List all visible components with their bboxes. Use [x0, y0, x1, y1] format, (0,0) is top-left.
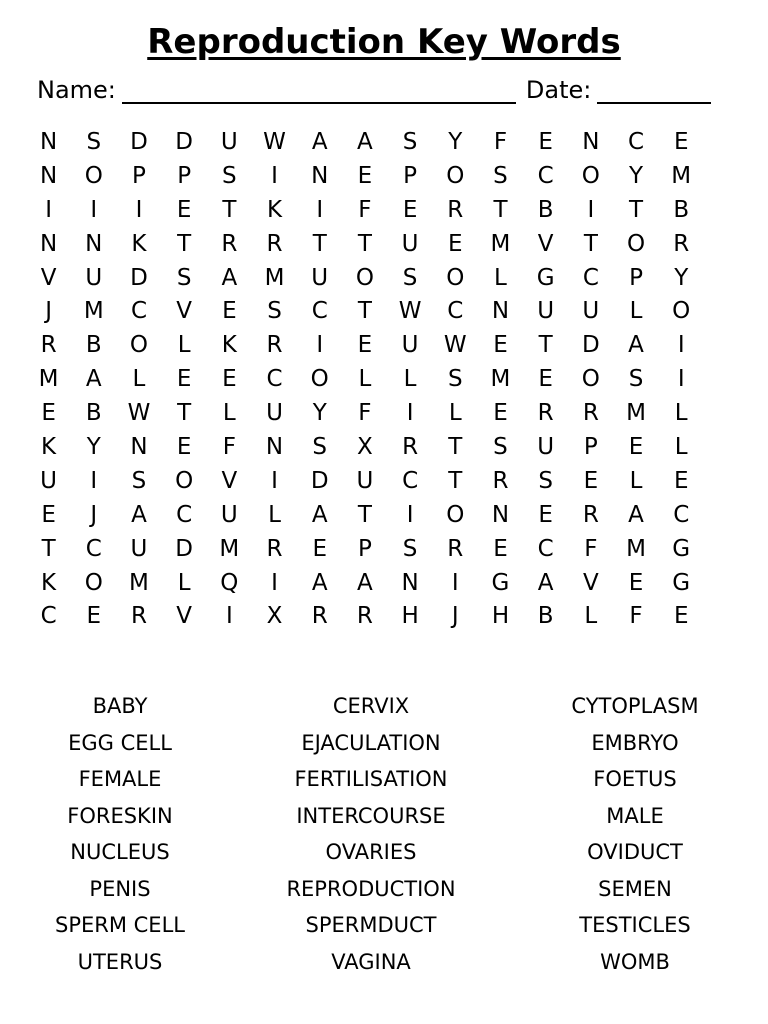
grid-letter[interactable]: P	[177, 162, 192, 189]
word-list-item: SPERMDUCT	[305, 913, 437, 938]
grid-letter[interactable]: E	[222, 366, 237, 393]
grid-letter[interactable]: J	[45, 298, 52, 325]
grid-letter[interactable]: R	[130, 603, 147, 630]
grid-letter[interactable]: F	[493, 128, 508, 155]
grid-letter[interactable]: L	[448, 400, 462, 427]
word-list-item: PENIS	[89, 876, 151, 901]
grid-letter[interactable]: I	[271, 569, 278, 596]
grid-letter[interactable]: R	[266, 332, 283, 359]
grid-letter[interactable]: S	[538, 467, 553, 494]
grid-letter[interactable]: M	[38, 366, 59, 393]
grid-letter[interactable]: I	[451, 569, 459, 596]
grid-letter[interactable]: L	[629, 298, 643, 325]
grid-letter[interactable]: F	[358, 196, 372, 223]
grid-letter[interactable]: T	[538, 332, 553, 359]
grid-letter[interactable]: G	[536, 264, 555, 291]
grid-letter[interactable]: R	[673, 230, 690, 257]
grid-letter[interactable]: S	[628, 366, 644, 393]
grid-letter[interactable]: E	[41, 400, 56, 427]
grid-letter[interactable]: B	[85, 332, 102, 359]
grid-letter[interactable]: L	[177, 332, 191, 359]
grid-letter[interactable]: C	[311, 298, 328, 325]
grid-letter[interactable]: I	[406, 501, 414, 528]
grid-letter[interactable]: P	[583, 433, 598, 460]
grid-letter[interactable]: A	[357, 128, 373, 155]
grid-letter[interactable]: S	[447, 366, 463, 393]
grid-letter[interactable]: L	[358, 366, 372, 393]
grid-letter[interactable]: K	[131, 230, 147, 257]
grid-letter[interactable]: O	[446, 264, 465, 291]
grid-letter[interactable]: A	[628, 332, 644, 359]
grid-letter[interactable]: N	[401, 569, 419, 596]
grid-letter[interactable]: X	[266, 603, 283, 630]
grid-letter[interactable]: L	[674, 400, 688, 427]
grid-letter[interactable]: O	[84, 569, 103, 596]
grid-letter[interactable]: P	[629, 264, 643, 291]
grid-letter[interactable]: E	[583, 467, 599, 494]
grid-letter[interactable]: O	[581, 366, 600, 393]
grid-letter[interactable]: E	[628, 433, 644, 460]
grid-letter[interactable]: C	[582, 264, 599, 291]
grid-letter[interactable]: K	[41, 433, 57, 460]
grid-letter[interactable]: L	[268, 501, 281, 528]
grid-letter[interactable]: E	[402, 196, 418, 223]
grid-letter[interactable]: I	[90, 467, 98, 494]
grid-letter[interactable]: O	[175, 467, 194, 494]
grid-letter[interactable]: E	[538, 501, 553, 528]
grid-letter[interactable]: D	[130, 128, 148, 155]
word-list-item: FEMALE	[78, 767, 162, 792]
grid-letter[interactable]: R	[537, 400, 554, 427]
grid-letter[interactable]: N	[582, 128, 600, 155]
grid-letter[interactable]: A	[311, 501, 328, 528]
grid-letter[interactable]: I	[271, 162, 278, 189]
page-title: Reproduction Key Words	[147, 22, 621, 62]
grid-letter[interactable]: T	[583, 230, 598, 257]
grid-letter[interactable]: R	[582, 501, 599, 528]
grid-letter[interactable]: X	[357, 433, 373, 460]
grid-letter[interactable]: U	[220, 501, 238, 528]
word-list-item: EJACULATION	[301, 730, 441, 755]
grid-letter[interactable]: U	[130, 535, 148, 562]
grid-letter[interactable]: A	[537, 569, 554, 596]
grid-letter[interactable]: U	[401, 332, 419, 359]
grid-letter[interactable]: I	[225, 603, 233, 630]
grid-letter[interactable]: N	[130, 433, 148, 460]
grid-letter[interactable]: F	[584, 535, 598, 562]
word-list-item: CYTOPLASM	[571, 694, 699, 719]
grid-letter[interactable]: I	[135, 196, 143, 223]
grid-letter[interactable]: M	[626, 535, 646, 562]
grid-letter[interactable]: S	[131, 467, 147, 494]
grid-letter[interactable]: U	[401, 230, 419, 257]
grid-letter[interactable]: E	[538, 128, 553, 155]
grid-letter[interactable]: D	[310, 467, 329, 494]
word-list-item: EMBRYO	[591, 730, 679, 755]
grid-letter[interactable]: S	[176, 264, 192, 291]
grid-letter[interactable]: C	[266, 366, 283, 393]
grid-letter[interactable]: I	[677, 366, 685, 393]
grid-letter[interactable]: L	[222, 400, 236, 427]
grid-letter[interactable]: P	[403, 162, 418, 189]
grid-letter[interactable]: H	[401, 603, 419, 630]
word-search-grid[interactable]	[26, 125, 726, 633]
word-list-item: FORESKIN	[67, 803, 173, 828]
grid-letter[interactable]: H	[491, 603, 510, 630]
grid-letter[interactable]: D	[130, 264, 148, 291]
grid-letter[interactable]: V	[176, 603, 193, 630]
grid-letter[interactable]: T	[357, 501, 372, 528]
grid-letter[interactable]: N	[491, 501, 510, 528]
grid-letter[interactable]: R	[492, 467, 509, 494]
grid-letter[interactable]: O	[84, 162, 103, 189]
grid-letter[interactable]: C	[176, 501, 193, 528]
grid-letter[interactable]: R	[402, 433, 419, 460]
grid-letter[interactable]: W	[127, 400, 151, 427]
grid-letter[interactable]: R	[582, 400, 599, 427]
word-list-item: NUCLEUS	[70, 840, 170, 865]
grid-letter[interactable]: S	[402, 128, 418, 155]
grid-letter[interactable]: S	[86, 128, 102, 155]
grid-letter[interactable]: V	[221, 467, 238, 494]
grid-letter[interactable]: M	[83, 298, 104, 325]
word-list-item: REPRODUCTION	[286, 876, 456, 901]
grid-letter[interactable]: U	[537, 433, 555, 460]
grid-letter[interactable]: A	[311, 128, 328, 155]
grid-letter[interactable]: U	[537, 298, 555, 325]
grid-letter[interactable]: E	[222, 298, 237, 325]
grid-letter[interactable]: S	[222, 162, 237, 189]
grid-letter[interactable]: M	[671, 162, 692, 189]
word-list-item: BABY	[92, 694, 148, 719]
grid-letter[interactable]: N	[311, 162, 329, 189]
grid-letter[interactable]: E	[357, 162, 373, 189]
word-list-item: UTERUS	[77, 949, 163, 974]
word-list-item: TESTICLES	[579, 913, 691, 938]
grid-letter[interactable]: O	[129, 332, 149, 359]
grid-letter[interactable]: G	[491, 569, 510, 596]
grid-letter[interactable]: N	[39, 128, 58, 155]
grid-letter[interactable]: E	[312, 535, 327, 562]
word-list-item: OVIDUCT	[587, 840, 683, 865]
grid-letter[interactable]: R	[266, 230, 283, 257]
grid-letter[interactable]: S	[493, 433, 508, 460]
grid-letter[interactable]: L	[403, 366, 417, 393]
grid-letter[interactable]: U	[266, 400, 283, 427]
grid-letter[interactable]: C	[537, 535, 554, 562]
grid-letter[interactable]: R	[447, 196, 464, 223]
grid-letter[interactable]: D	[581, 332, 600, 359]
grid-letter[interactable]: M	[219, 535, 240, 562]
grid-letter[interactable]: L	[674, 433, 688, 460]
grid-letter[interactable]: N	[39, 162, 58, 189]
grid-letter[interactable]: M	[264, 264, 285, 291]
grid-letter[interactable]: E	[493, 332, 508, 359]
grid-letter[interactable]: L	[629, 467, 643, 494]
grid-letter[interactable]: C	[673, 501, 690, 528]
grid-letter[interactable]: V	[582, 569, 599, 596]
grid-letter[interactable]: A	[131, 501, 147, 528]
grid-letter[interactable]: R	[311, 603, 328, 630]
grid-letter[interactable]: E	[176, 196, 192, 223]
grid-letter[interactable]: I	[406, 400, 414, 427]
grid-letter[interactable]: A	[628, 501, 644, 528]
grid-letter[interactable]: O	[446, 162, 465, 189]
grid-letter[interactable]: B	[85, 400, 102, 427]
grid-letter[interactable]: T	[629, 196, 644, 223]
grid-letter[interactable]: T	[448, 467, 463, 494]
grid-letter[interactable]: P	[132, 162, 146, 189]
grid-letter[interactable]: E	[493, 535, 508, 562]
word-list-item: OVARIES	[325, 840, 417, 865]
grid-letter[interactable]: W	[398, 298, 422, 325]
grid-letter[interactable]: S	[402, 535, 418, 562]
date-blank[interactable]	[597, 76, 711, 104]
grid-letter[interactable]: D	[175, 128, 194, 155]
grid-letter[interactable]: I	[677, 332, 685, 359]
grid-letter[interactable]: U	[220, 128, 238, 155]
grid-letter[interactable]: E	[493, 400, 508, 427]
grid-letter[interactable]: E	[86, 603, 102, 630]
grid-letter[interactable]: I	[271, 467, 278, 494]
grid-letter[interactable]: E	[448, 230, 463, 257]
grid-letter[interactable]: I	[316, 332, 324, 359]
grid-letter[interactable]: O	[626, 230, 646, 257]
grid-letter[interactable]: V	[40, 264, 57, 291]
grid-letter[interactable]: W	[443, 332, 467, 359]
grid-letter[interactable]: M	[490, 230, 511, 257]
grid-letter[interactable]: Q	[220, 569, 239, 596]
grid-letter[interactable]: E	[176, 366, 192, 393]
word-list-item: FERTILISATION	[294, 767, 448, 792]
word-list	[0, 688, 768, 980]
grid-letter[interactable]: C	[447, 298, 464, 325]
grid-letter[interactable]: M	[626, 400, 646, 427]
grid-letter[interactable]: T	[493, 196, 508, 223]
grid-letter[interactable]: M	[129, 569, 149, 596]
grid-letter[interactable]: E	[357, 332, 373, 359]
grid-letter[interactable]: C	[130, 298, 147, 325]
grid-letter[interactable]: B	[673, 196, 690, 223]
grid-letter[interactable]: O	[446, 501, 465, 528]
date-label: Date:	[525, 76, 592, 104]
word-list-item: CERVIX	[332, 694, 410, 719]
grid-letter[interactable]: T	[357, 230, 372, 257]
grid-letter[interactable]: O	[310, 366, 329, 393]
grid-letter[interactable]: F	[222, 433, 236, 460]
grid-letter[interactable]: R	[266, 535, 283, 562]
grid-letter[interactable]: E	[673, 128, 689, 155]
grid-letter[interactable]: M	[490, 366, 511, 393]
grid-letter[interactable]: N	[265, 433, 284, 460]
grid-letter[interactable]: Y	[448, 128, 463, 155]
grid-letter[interactable]: E	[673, 603, 689, 630]
grid-letter[interactable]: U	[85, 264, 103, 291]
grid-letter[interactable]: A	[85, 366, 102, 393]
word-list-item: EGG CELL	[68, 730, 172, 755]
grid-letter[interactable]: R	[447, 535, 464, 562]
grid-letter[interactable]: R	[40, 332, 57, 359]
grid-letter[interactable]: R	[356, 603, 373, 630]
grid-letter[interactable]: W	[263, 128, 286, 155]
grid-letter[interactable]: T	[222, 196, 237, 223]
grid-letter[interactable]: E	[628, 569, 644, 596]
grid-letter[interactable]: L	[494, 264, 507, 291]
grid-letter[interactable]: A	[311, 569, 328, 596]
grid-letter[interactable]: I	[45, 196, 52, 223]
grid-letter[interactable]: T	[448, 433, 463, 460]
grid-letter[interactable]: C	[537, 162, 554, 189]
grid-letter[interactable]: N	[85, 230, 103, 257]
grid-letter[interactable]: K	[221, 332, 237, 359]
grid-letter[interactable]: U	[40, 467, 58, 494]
grid-letter[interactable]: A	[357, 569, 373, 596]
grid-letter[interactable]: U	[582, 298, 600, 325]
grid-letter[interactable]: V	[176, 298, 193, 325]
grid-letter[interactable]: L	[584, 603, 598, 630]
word-list-item: FOETUS	[593, 767, 677, 792]
grid-letter[interactable]: I	[90, 196, 98, 223]
grid-letter[interactable]: Y	[629, 162, 644, 189]
grid-letter[interactable]: S	[493, 162, 508, 189]
word-list-item: INTERCOURSE	[296, 803, 446, 828]
grid-letter[interactable]: E	[41, 501, 56, 528]
word-list-item: MALE	[606, 803, 664, 828]
grid-letter[interactable]: J	[90, 501, 98, 528]
grid-letter[interactable]: F	[629, 603, 643, 630]
grid-letter[interactable]: B	[537, 603, 554, 630]
grid-letter[interactable]: S	[267, 298, 282, 325]
grid-letter[interactable]: U	[311, 264, 329, 291]
grid-letter[interactable]: E	[673, 467, 689, 494]
grid-letter[interactable]: N	[39, 230, 58, 257]
grid-letter[interactable]: Y	[86, 433, 101, 460]
word-list-item: SPERM CELL	[55, 913, 185, 938]
grid-letter[interactable]: T	[177, 230, 192, 257]
word-list-item: WOMB	[600, 949, 670, 974]
name-date-line	[37, 70, 717, 104]
word-list-item: VAGINA	[331, 949, 411, 974]
grid-letter[interactable]: Y	[312, 400, 327, 427]
grid-letter[interactable]: R	[221, 230, 238, 257]
grid-letter[interactable]: B	[537, 196, 554, 223]
name-label: Name:	[37, 76, 116, 104]
grid-letter[interactable]: I	[587, 196, 595, 223]
grid-letter[interactable]: K	[266, 196, 283, 223]
grid-letter[interactable]: C	[402, 467, 419, 494]
grid-letter[interactable]: U	[356, 467, 374, 494]
grid-letter[interactable]: O	[581, 162, 600, 189]
grid-letter[interactable]: L	[177, 569, 191, 596]
grid-letter[interactable]: E	[538, 366, 553, 393]
grid-letter[interactable]: C	[628, 128, 645, 155]
grid-letter[interactable]: O	[672, 298, 691, 325]
grid-letter[interactable]: I	[316, 196, 324, 223]
grid-letter[interactable]: N	[491, 298, 510, 325]
grid-letter[interactable]: Y	[674, 264, 689, 291]
grid-letter[interactable]: T	[357, 298, 372, 325]
grid-letter[interactable]: T	[177, 400, 192, 427]
grid-letter[interactable]: E	[176, 433, 192, 460]
name-blank[interactable]	[122, 76, 516, 104]
grid-letter[interactable]: G	[672, 569, 691, 596]
grid-letter[interactable]: O	[355, 264, 374, 291]
grid-letter[interactable]: K	[41, 569, 57, 596]
grid-letter[interactable]: T	[41, 535, 56, 562]
grid-letter[interactable]: J	[451, 603, 459, 630]
grid-letter[interactable]: L	[132, 366, 146, 393]
grid-letter[interactable]: C	[85, 535, 102, 562]
word-list-item: SEMEN	[598, 876, 672, 901]
grid-letter[interactable]: S	[402, 264, 418, 291]
grid-letter[interactable]: D	[175, 535, 194, 562]
grid-letter[interactable]: A	[221, 264, 238, 291]
grid-letter[interactable]: T	[312, 230, 327, 257]
grid-letter[interactable]: F	[358, 400, 372, 427]
grid-letter[interactable]: G	[672, 535, 691, 562]
grid-letter[interactable]: S	[312, 433, 328, 460]
grid-letter[interactable]: P	[357, 535, 372, 562]
grid-letter[interactable]: V	[537, 230, 554, 257]
grid-letter[interactable]: C	[40, 603, 57, 630]
